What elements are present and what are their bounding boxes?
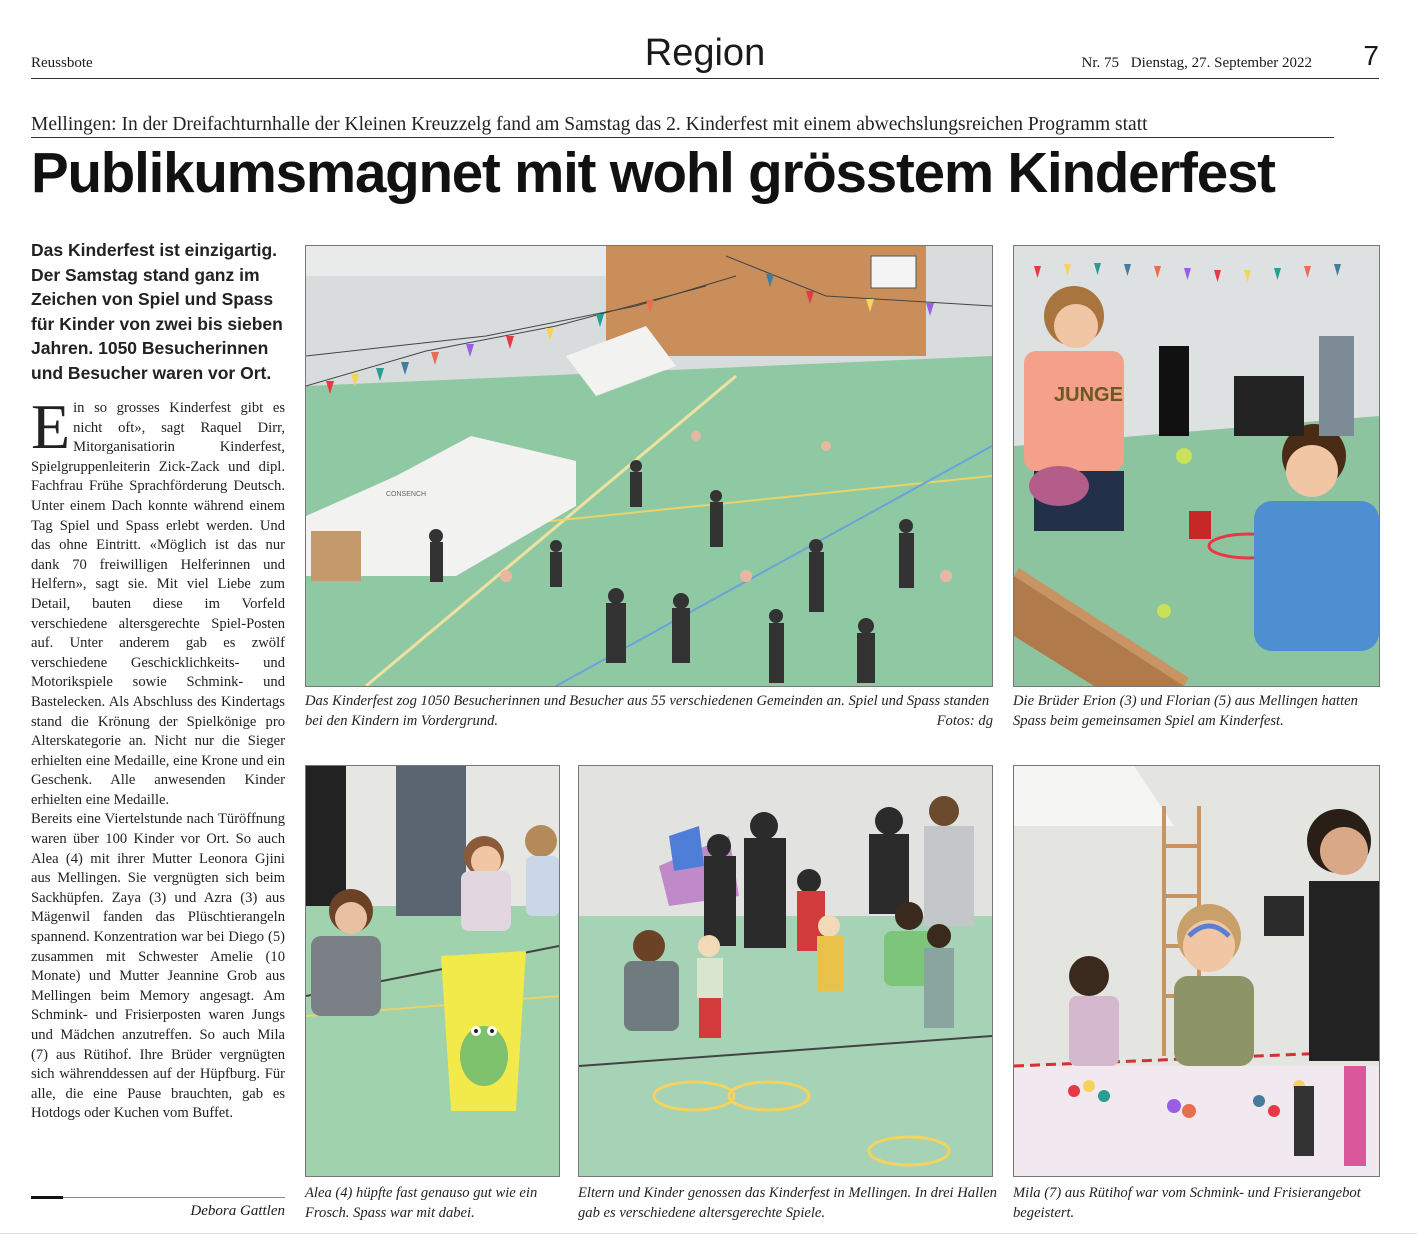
photo-gym-hall (305, 245, 993, 687)
shirt-text: JUNGE (1054, 384, 1123, 406)
caption-sack-race: Alea (4) hüpfte fast genauso gut wie ein Frosch. Spass war mit dabei. (305, 1185, 538, 1221)
issue-number: Nr. 75 (1081, 55, 1120, 71)
newspaper-name: Reussbote (31, 55, 93, 71)
tent-label: CONSENCH (386, 491, 427, 498)
kicker-underline (31, 137, 1334, 138)
article-body (31, 391, 285, 1124)
photo-sack-race (305, 765, 560, 1177)
article-lead: Das Kinderfest ist einzigartig. Der Samstag stand ganz im Zeichen von Spiel und Spass für Kinder von zwei bis sieben Jahren. 1050 Besucherinnen und Besucher waren vor Ort. (31, 240, 283, 383)
caption-main (305, 692, 993, 731)
page-bottom-rule (0, 1233, 1417, 1234)
issue-date: Dienstag, 27. September 2022 (1130, 55, 1312, 71)
author-bar (31, 1196, 63, 1199)
section-title: Region (644, 32, 766, 74)
body-paragraph-1: in so grosses Kinderfest gibt es nicht oft», sagt Raquel Dirr, Mitorganisatiorin Kinderfest, Spielgruppenleiterin Zick-Zack und dipl. Fachfrau Frühe Sprachförderung Deutsch. Unter einem Dach konnte während einem Tag Spiel und Spass erlebt werden. Und das ohne Eintritt. «Möglich ist das nur dank 70 freiwilligen Helferinnen und Helfern», sagt sie. Mit viel Liebe zum Detail, bauten diese im Vorfeld verschiedene altersgerechte Spiel-Posten auf. Unter anderem gab es zwölf verschiedene Geschicklichkeits- und Motorikspiele sowie Schmink- und Bastelecken. Als Abschluss des Kindertags stand die Krönung der Spielkönige pro Alterskategorie an. Nicht nur die Sieger erhielten eine Medaille, eine Krone und ein Geschenk. Alle anwesenden Kinder erhielten eine Medaille. (31, 400, 285, 808)
caption-parents-children: Eltern und Kinder genossen das Kinderfest in Mellingen. In drei Hallen gab es verschiedene altersgerechte Spiele. (578, 1185, 997, 1221)
author-rule (31, 1197, 285, 1198)
article-headline: Publikumsmagnet mit wohl grösstem Kinderfest (31, 141, 1275, 204)
caption-main-text: Das Kinderfest zog 1050 Besucherinnen und Besucher aus 55 verschiedenen Gemeinden an. Spiel und Spass standen bei den Kindern im Vordergrund. (305, 693, 990, 729)
caption-makeup-station: Mila (7) aus Rütihof war vom Schmink- und Frisierangebot begeistert. (1013, 1185, 1361, 1221)
article-kicker: Mellingen: In der Dreifachturnhalle der Kleinen Kreuzzelg fand am Samstag das 2. Kinderfest mit einem abwechslungsreichen Programm statt (31, 114, 1148, 135)
photo-brothers (1013, 245, 1380, 687)
photo-credit: Fotos: dg (936, 712, 993, 729)
header-rule (31, 78, 1379, 79)
page-number: 7 (1363, 40, 1379, 71)
caption-brothers: Die Brüder Erion (3) und Florian (5) aus Mellingen hatten Spass beim gemeinsamen Spiel am Kinderfest. (1013, 693, 1358, 729)
photo-parents-children (578, 765, 993, 1177)
photo-makeup-station (1013, 765, 1380, 1177)
author-byline: Debora Gattlen (190, 1203, 285, 1219)
drop-cap: E (31, 391, 71, 462)
body-paragraph-2: Bereits eine Viertelstunde nach Türöffnung waren über 100 Kinder vor Ort. So auch Alea (4) mit ihrer Mutter Leonora Gjini aus Mellingen. Sie vergnügten sich beim Sackhüpfen. Zaya (3) und Azra (3) aus Mägenwil fanden das Plüschtierangeln spannend. Konzentration war bei Diego (5) zusammen mit Schwester Amelie (10 Monate) und Mutter Jeannine Grob aus Mellingen beim Memory angesagt. Am Schmink- und Frisierposten waren Jungs und Mädchen anzutreffen. So auch Mila (7) aus Rütihof. Ihre Brüder vergnügten sich währenddessen auf der Hüpfburg. Für alle, die eine Pause brauchten, gab es Hotdogs oder Kuchen vom Buffet. (31, 811, 285, 1122)
issue-info (1074, 55, 1312, 72)
